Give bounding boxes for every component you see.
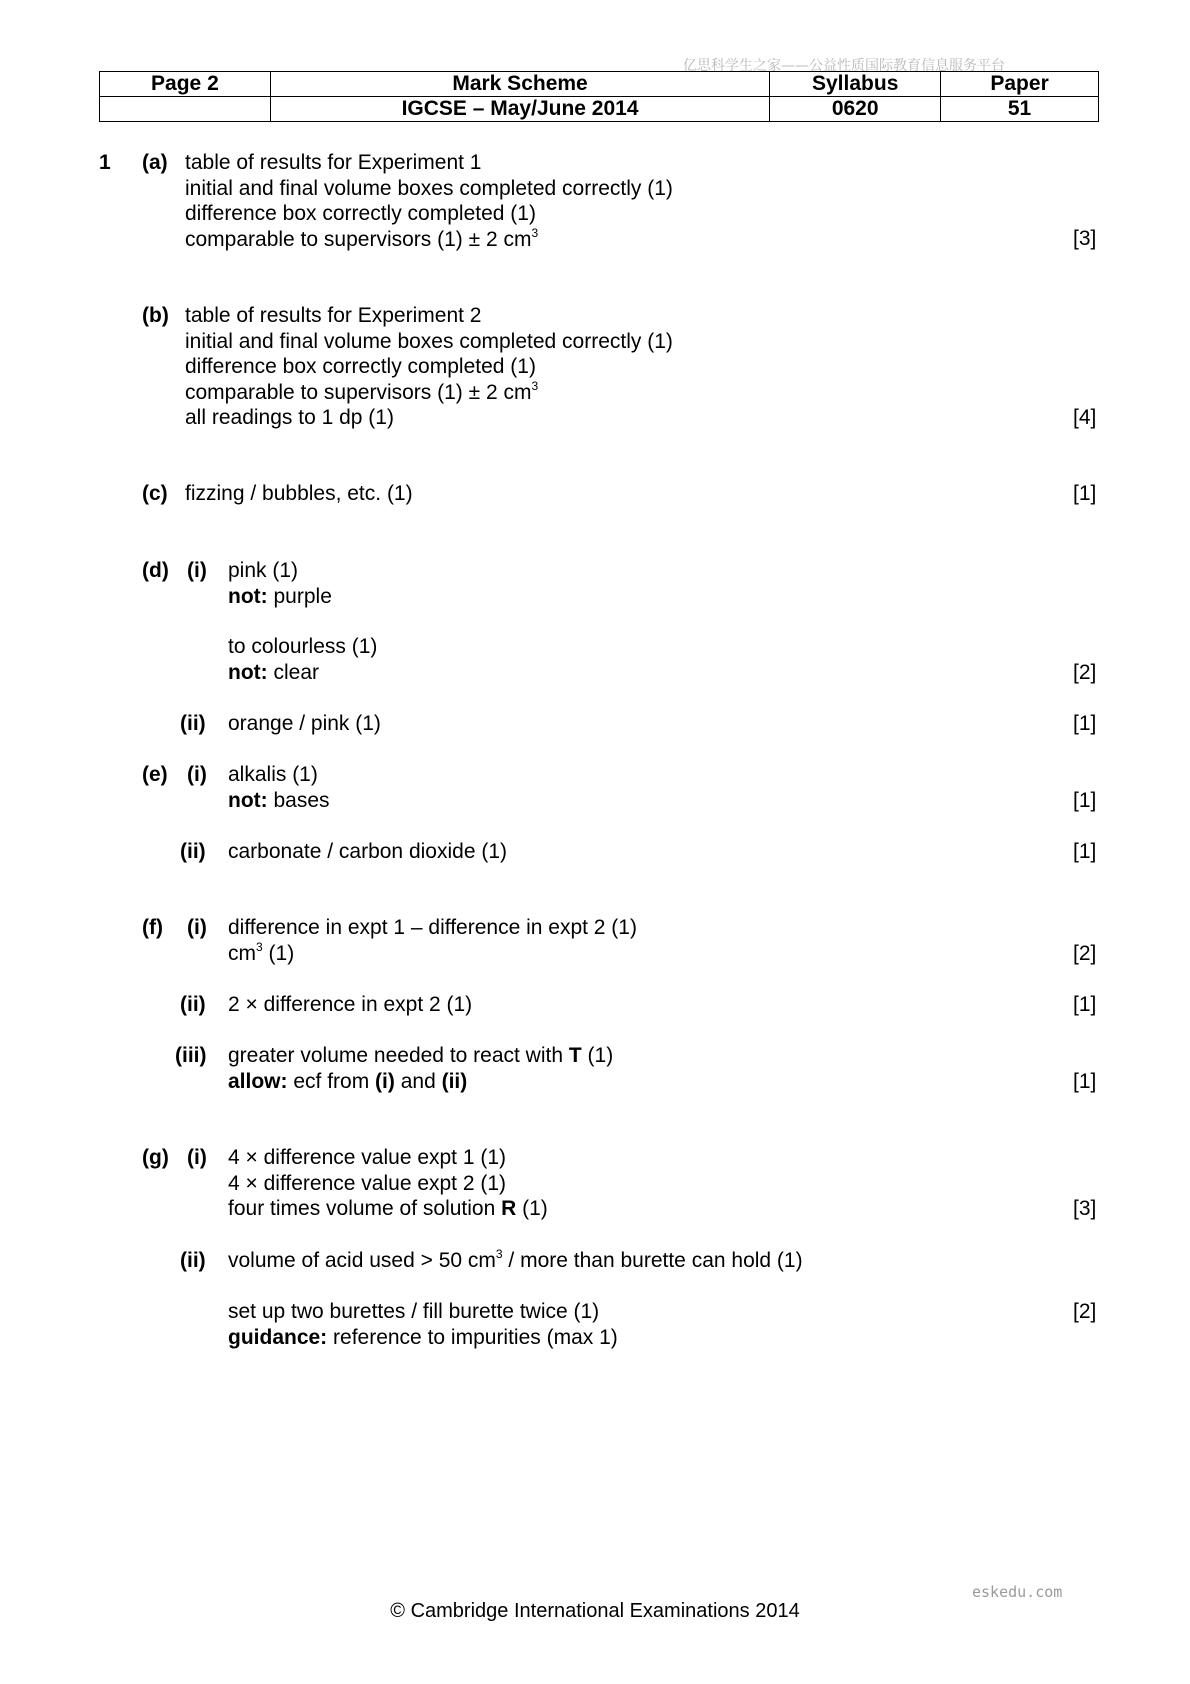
part-f-label: (f) (142, 916, 163, 939)
part-b-line: all readings to 1 dp (1) (185, 406, 394, 429)
part-e-ii-mark: [1] (1073, 840, 1097, 863)
part-c-label: (c) (142, 482, 168, 505)
part-c-mark: [1] (1073, 482, 1097, 505)
part-f-i-text (228, 915, 637, 966)
superscript: 3 (256, 939, 263, 954)
part-g-ii-label: (ii) (180, 1249, 206, 1272)
part-g-i-label: (i) (187, 1146, 207, 1169)
part-a-text (185, 150, 673, 252)
part-g-ii-line: guidance: reference to impurities (max 1) (228, 1325, 618, 1349)
part-a-line: table of results for Experiment 1 (185, 151, 482, 174)
part-d-i-line: to colourless (1) (228, 635, 378, 658)
part-e-i-line: alkalis (1) (228, 763, 318, 786)
watermark-bottom: eskedu.com (972, 1583, 1063, 1601)
part-d-ii-mark: [1] (1073, 712, 1097, 735)
part-f-iii-line: allow: ecf from (i) and (ii) (228, 1069, 468, 1093)
header-page: Page 2 (100, 72, 271, 97)
part-d-ii-label: (ii) (180, 712, 206, 735)
part-f-i-label: (i) (187, 916, 207, 939)
header-syllabus: 0620 (770, 97, 941, 122)
watermark-top: 亿思科学生之家——公益性质国际教育信息服务平台 (683, 58, 1005, 74)
part-d-i-text-2 (228, 634, 377, 685)
header-table (99, 71, 1099, 122)
part-e-ii-text: carbonate / carbon dioxide (1) (228, 840, 507, 863)
part-a-line: comparable to supervisors (1) ± 2 $cm^3$ (185, 225, 539, 251)
part-b-mark: [4] (1073, 406, 1097, 429)
part-a-line: difference box correctly completed (1) (185, 202, 536, 225)
footer-copyright: © Cambridge International Examinations 2014 (390, 1600, 800, 1622)
header-title: Mark Scheme (270, 72, 769, 97)
part-d-i-text (228, 558, 332, 609)
superscript: 3 (495, 1247, 503, 1261)
part-g-i-text (228, 1145, 548, 1222)
superscript: 3 (531, 225, 539, 240)
part-c-text: fizzing / bubbles, etc. (1) (185, 482, 413, 505)
part-b-line: initial and final volume boxes completed correctly (1) (185, 329, 673, 353)
part-a-label: (a) (142, 151, 168, 174)
part-b-label: (b) (142, 304, 169, 327)
part-e-i-line: not: bases (228, 788, 330, 812)
part-b-line: comparable to supervisors (1) ± 2 $cm^3$ (185, 378, 539, 404)
part-d-i-line: not: clear (228, 660, 320, 684)
part-d-i-line: pink (1) (228, 559, 299, 582)
header-exam: IGCSE – May/June 2014 (270, 97, 769, 122)
part-d-i-mark: [2] (1073, 661, 1097, 684)
part-g-ii-line: set up two burettes / fill burette twice (1) (228, 1300, 600, 1323)
part-f-i-line: $cm^3$ (1) (228, 939, 295, 965)
part-e-ii-label: (ii) (180, 840, 206, 863)
part-g-i-line: four times volume of solution R (1) (228, 1197, 548, 1220)
header-paper: 51 (941, 97, 1099, 122)
part-g-ii-mark: [2] (1073, 1300, 1097, 1323)
part-f-ii-mark: [1] (1073, 993, 1097, 1016)
question-number: 1 (99, 151, 111, 174)
part-d-ii-text: orange / pink (1) (228, 712, 381, 735)
part-f-i-line: difference in expt 1 – difference in expt 2 (1) (228, 916, 637, 939)
part-f-ii-text: 2 × difference in expt 2 (1) (228, 993, 473, 1016)
part-g-ii-line-1: volume of acid used > 50 $cm^3$ / more than burette can hold (1) (228, 1247, 803, 1272)
part-a-mark: [3] (1073, 227, 1097, 250)
part-b-line: difference box correctly completed (1) (185, 355, 536, 378)
part-a-line: initial and final volume boxes completed correctly (1) (185, 176, 673, 200)
header-syllabus-label: Syllabus (770, 72, 941, 97)
part-g-label: (g) (142, 1146, 169, 1169)
part-g-i-mark: [3] (1073, 1197, 1097, 1220)
part-b-line: table of results for Experiment 2 (185, 304, 482, 327)
part-f-i-mark: [2] (1073, 942, 1097, 965)
part-g-ii-text (228, 1299, 618, 1350)
part-b-text (185, 303, 673, 431)
part-d-i-label: (i) (187, 559, 207, 582)
header-empty-cell (100, 97, 271, 122)
part-g-i-line: 4 × difference value expt 1 (1) (228, 1146, 507, 1169)
part-e-i-label: (i) (187, 763, 207, 786)
part-f-iii-mark: [1] (1073, 1070, 1097, 1093)
part-e-label: (e) (142, 763, 168, 786)
part-f-iii-text (228, 1043, 613, 1094)
part-e-i-mark: [1] (1073, 789, 1097, 812)
part-f-iii-line: greater volume needed to react with T (1) (228, 1044, 614, 1067)
part-g-i-line: 4 × difference value expt 2 (1) (228, 1171, 507, 1195)
superscript: 3 (531, 378, 539, 393)
part-d-label: (d) (142, 559, 169, 582)
part-d-i-line: not: purple (228, 584, 332, 608)
part-f-iii-label: (iii) (175, 1044, 207, 1067)
header-paper-label: Paper (941, 72, 1099, 97)
part-f-ii-label: (ii) (180, 993, 206, 1016)
part-e-i-text (228, 762, 330, 813)
